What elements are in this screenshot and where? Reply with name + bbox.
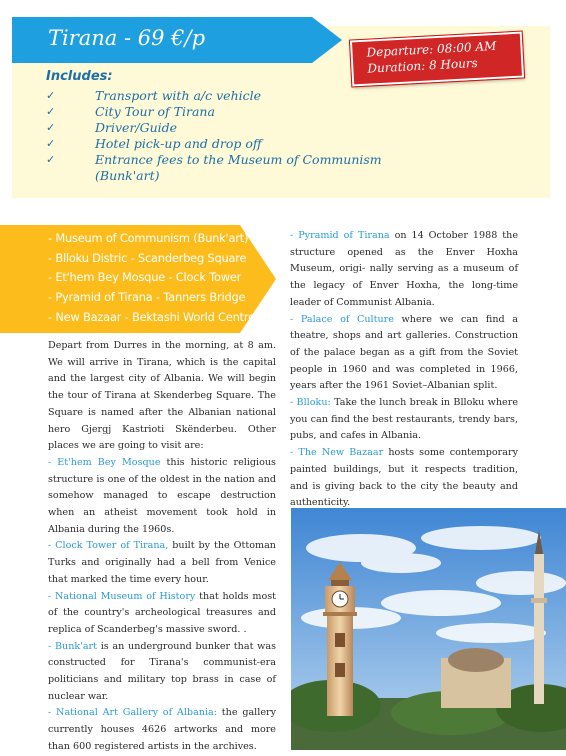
check-icon: ✓ <box>46 137 56 150</box>
check-icon: ✓ <box>46 89 56 102</box>
attraction-description: this historic religious structure is one of the oldest in the nation and somehow managed to escape destruction when an atheist movement took hold in Albania during the 1960s. <box>48 456 276 535</box>
clock-tower-illustration <box>291 508 566 750</box>
clock-tower-photo <box>291 508 566 750</box>
tour-header <box>0 0 566 218</box>
includes-item-label: Entrance fees to the Museum of Communism (Bunk'art) <box>95 152 382 183</box>
highlight-item: - New Bazaar - Bektashi World Centre <box>48 309 255 324</box>
highlight-item: - Blloku Distric - Scanderbeg Square <box>48 250 247 265</box>
highlight-item: - Et'hem Bey Mosque - Clock Tower <box>48 270 242 285</box>
attraction-paragraph <box>48 589 276 639</box>
departure-time: Departure: 08:00 AM <box>366 38 497 60</box>
attraction-paragraph <box>48 538 276 588</box>
attraction-name: - Bunk'art <box>48 640 97 652</box>
tour-duration: Duration: 8 Hours <box>367 55 479 76</box>
attraction-name: - Blloku: <box>290 397 331 409</box>
attraction-name: - Clock Tower of Tirana, <box>48 540 169 552</box>
attraction-paragraph <box>290 445 518 512</box>
highlights-list <box>48 229 255 328</box>
attraction-description: built by the Ottoman Turks and originally had a bell from Venice that marked the time every hour. <box>48 540 276 585</box>
attraction-description: is an underground bunker that was constructed for Tirana's communist-era politicians and military top brass in case of nuclear war. <box>48 640 276 702</box>
attraction-paragraph <box>48 455 276 539</box>
includes-item-label: City Tour of Tirana <box>95 104 215 119</box>
attraction-paragraph <box>48 639 276 706</box>
includes-item-label: Hotel pick-up and drop off <box>95 136 262 151</box>
title-banner-arrow <box>312 17 342 63</box>
attraction-description: the gallery currently houses 4626 artworks and more than 600 registered artists in the archives. <box>48 707 276 752</box>
attraction-paragraph <box>48 705 276 755</box>
attraction-paragraph <box>290 228 518 312</box>
highlight-item: - Pyramid of Tirana - Tanners Bridge <box>48 290 246 305</box>
attraction-description: hosts some contemporary painted buildings, but it respects tradition, and is giving back to the city the beauty and authenticity. <box>290 447 518 509</box>
attraction-paragraph <box>290 312 518 396</box>
attraction-description: where we can find a theatre, shops and art galleries. Construction of the palace began as a gift from the Soviet people in 1960 and was completed in 1966, years after the 1961 Soviet–Albanian split. <box>290 313 518 392</box>
left-text-column <box>48 338 276 756</box>
includes-heading: Includes: <box>46 69 113 84</box>
attraction-name: - The New Bazaar <box>290 447 384 459</box>
right-text-column <box>290 228 518 512</box>
check-icon: ✓ <box>46 105 56 118</box>
attraction-name: - Pyramid of Tirana <box>290 230 390 241</box>
attraction-description: on 14 October 1988 the structure opened as the Enver Hoxha Museum, origi- nally serving as a museum of the legacy of Enver Hoxha, the long-time leader of Communist Albania. <box>290 230 518 308</box>
attraction-description: Take the lunch break in Blloku where you can find the best restaurants, trendy bars, pubs, and cafes in Albania. <box>290 397 518 442</box>
includes-item-label: Transport with a/c vehicle <box>95 88 262 103</box>
attraction-name: - National Museum of History <box>48 590 196 602</box>
attraction-description: that holds most of the country's archeological treasures and replica of Scanderbeg's massive sword. . <box>48 590 277 635</box>
check-icon: ✓ <box>46 153 56 166</box>
includes-item-label: Driver/Guide <box>95 120 178 135</box>
attraction-name: - National Art Gallery of Albania: <box>48 707 217 719</box>
check-icon: ✓ <box>46 121 56 134</box>
departure-stamp <box>350 32 524 87</box>
attraction-paragraph <box>290 395 518 445</box>
attraction-name: - Palace of Culture <box>290 313 394 325</box>
attraction-name: - Et'hem Bey Mosque <box>48 456 161 468</box>
tour-title: Tirana - 69 €/p <box>48 26 206 50</box>
intro-paragraph: Depart from Durres in the morning, at 8 am. We will arrive in Tirana, which is the capital and the largest city of Albania. We will begin the tour of Tirana at Skenderbeg Square. The Square is named after the Albanian national hero Gjergj Kastrioti Skënderbeu. Other places we are going to visit are: <box>48 340 276 452</box>
highlight-item: - Museum of Communism (Bunk'art) <box>48 231 249 245</box>
